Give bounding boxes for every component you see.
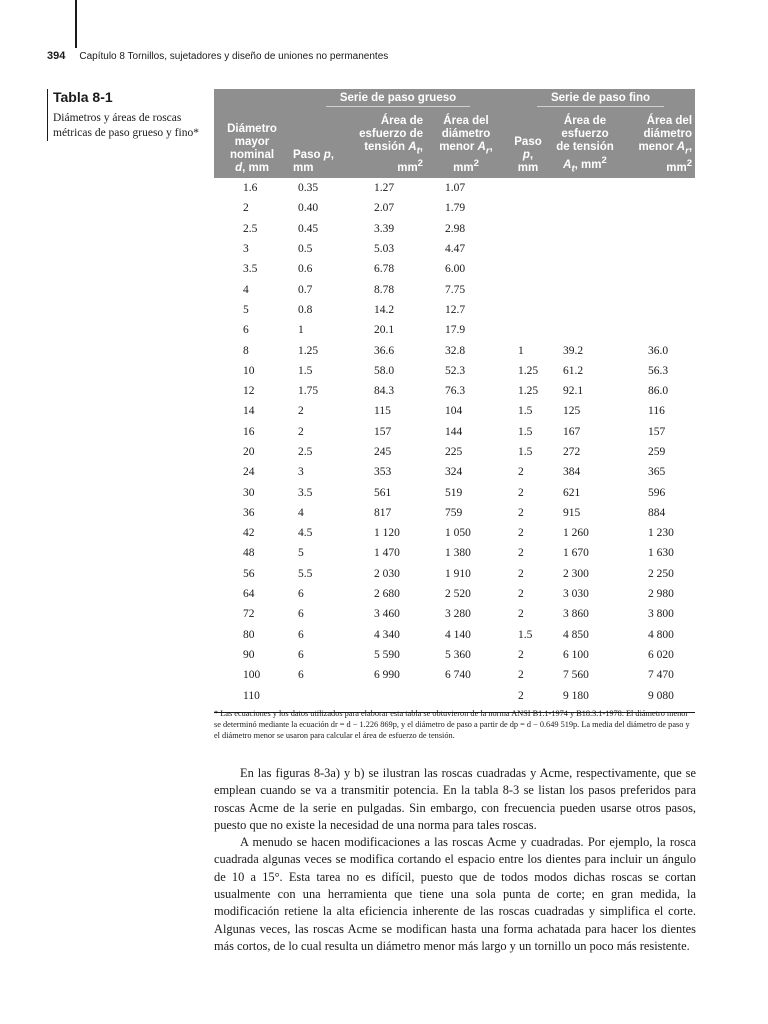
table-cell — [550, 259, 620, 279]
body-text — [214, 765, 696, 955]
table-cell: 52.3 — [445, 364, 466, 377]
table-cell: 259 — [648, 446, 666, 458]
table-cell: 6 — [298, 608, 304, 621]
table-cell: 1 — [298, 324, 304, 337]
table-cell: 1.25 — [518, 385, 539, 398]
table-cell — [506, 259, 550, 279]
col-header-diameter: Diámetro mayor nominal d, mm — [214, 109, 290, 178]
table-cell: 8 — [243, 344, 249, 357]
table-cell: 3.5 — [243, 263, 258, 276]
table-cell: 2 — [518, 567, 524, 580]
table-cell — [620, 259, 695, 279]
table-row — [214, 340, 695, 360]
table-cell: 42 — [243, 527, 255, 540]
table-cell: 1.5 — [518, 628, 533, 641]
table-cell: 84.3 — [374, 385, 395, 398]
table-cell: 115 — [374, 405, 391, 418]
table-cell: 4.47 — [445, 243, 466, 256]
page-number: 394 — [47, 50, 66, 62]
table-cell — [620, 219, 695, 239]
table-cell: 2 — [518, 669, 524, 682]
table-cell: 32.8 — [445, 344, 466, 357]
table-cell: 915 — [563, 506, 581, 519]
table-row — [214, 482, 695, 502]
table-cell: 36.0 — [648, 344, 669, 357]
table-cell — [506, 279, 550, 299]
col-header-fine-pitch: Paso p, mm — [506, 109, 550, 178]
table-cell: 0.7 — [298, 283, 313, 296]
table-cell: 3 030 — [563, 588, 589, 601]
table-cell: 2.5 — [243, 222, 258, 235]
table-row — [214, 523, 695, 543]
table-row — [214, 239, 695, 259]
table-cell: 12 — [243, 385, 255, 398]
table-cell: 3.5 — [298, 486, 313, 499]
table-cell — [506, 300, 550, 320]
table-row — [214, 381, 695, 401]
table-cell: 1 380 — [445, 547, 471, 560]
table-cell — [620, 239, 695, 259]
table-cell — [506, 320, 550, 340]
table-cell: 8.78 — [374, 283, 395, 296]
table-row — [214, 198, 695, 218]
table-cell: 10 — [243, 364, 255, 377]
table-cell: 9 080 — [620, 685, 695, 712]
table-cell: 6 — [298, 628, 304, 641]
table-cell — [550, 320, 620, 340]
table-cell: 759 — [445, 506, 463, 519]
table-cell: 1.25 — [298, 344, 319, 357]
table-cell: 353 — [374, 466, 392, 479]
table-cell: 0.8 — [298, 303, 313, 316]
table-cell: 24 — [243, 466, 255, 479]
table-cell: 2 980 — [648, 588, 674, 601]
table-cell — [550, 198, 620, 218]
table-row — [214, 503, 695, 523]
table-cell: 4 850 — [563, 628, 589, 641]
table-cell: 6.00 — [445, 263, 466, 276]
table-cell: 4 — [298, 506, 304, 519]
table-cell: 2 300 — [563, 567, 589, 580]
header-rule — [75, 0, 77, 48]
table-cell: 20.1 — [374, 324, 395, 337]
table-cell: 2 — [518, 547, 524, 560]
table-cell: 5 590 — [374, 648, 400, 661]
table-cell: 884 — [648, 506, 666, 519]
table-cell: 2.98 — [445, 222, 466, 235]
table-cell: 30 — [243, 486, 255, 499]
table-cell: 12.7 — [445, 303, 466, 316]
table-cell: 1 050 — [445, 527, 471, 540]
table-cell: 561 — [374, 486, 392, 499]
table-cell: 76.3 — [445, 385, 466, 398]
table-cell: 2 — [518, 527, 524, 540]
table-cell: 20 — [243, 446, 255, 458]
table-cell: 6 — [243, 324, 249, 337]
table-cell — [620, 198, 695, 218]
table-cell: 2 030 — [374, 567, 400, 580]
table-cell: 324 — [445, 466, 463, 479]
table-cell — [506, 198, 550, 218]
table-cell: 2 — [243, 202, 249, 215]
col-header-coarse-stress-area: Área de esfuerzo de tensión $A_t$, $mm^2$ — [350, 109, 426, 178]
table-cell: 2 — [518, 588, 524, 601]
table-row — [214, 604, 695, 624]
table-cell: 116 — [648, 405, 665, 418]
table-body — [214, 178, 695, 712]
col-header-fine-stress-area: Área de esfuerzo de tensión $A_t$, $mm^2$ — [550, 109, 620, 178]
table-row — [214, 422, 695, 442]
table-cell: 0.45 — [298, 222, 319, 235]
table-cell: 1.5 — [298, 364, 313, 377]
table-cell: 64 — [243, 588, 255, 601]
table-cell: 104 — [445, 405, 463, 418]
table-row — [214, 259, 695, 279]
table-cell: 1.5 — [518, 405, 533, 418]
table-cell: 1 — [518, 344, 524, 357]
col-header-coarse-pitch: Paso p, mm — [290, 109, 350, 178]
table-cell: 6 740 — [445, 669, 471, 682]
table-cell: 2 520 — [445, 588, 471, 601]
table-cell: 157 — [374, 425, 392, 438]
table-cell: 621 — [563, 486, 581, 499]
table-cell — [506, 178, 550, 198]
table-cell: 2 — [298, 425, 304, 438]
table-cell: 36.6 — [374, 344, 395, 357]
table-cell: 39.2 — [563, 344, 584, 357]
table-cell — [550, 279, 620, 299]
table-cell: 7 560 — [563, 669, 589, 682]
table-row — [214, 361, 695, 381]
table-cell — [550, 300, 620, 320]
table-cell — [506, 219, 550, 239]
table-cell: 92.1 — [563, 385, 584, 398]
table-row — [214, 665, 695, 685]
table-cell: 0.5 — [298, 243, 313, 256]
table-cell: 3 280 — [445, 608, 471, 621]
thread-table-container — [214, 89, 695, 713]
table-cell: 2 — [298, 405, 304, 418]
table-cell: 36 — [243, 506, 255, 519]
table-cell — [506, 239, 550, 259]
table-cell: 9 180 — [550, 685, 620, 712]
table-cell: 2 — [518, 486, 524, 499]
table-cell: 14 — [243, 405, 255, 418]
table-cell: 6 100 — [563, 648, 589, 661]
table-cell: 3 460 — [374, 608, 400, 621]
table-cell: 144 — [445, 425, 463, 438]
table-cell: 2 — [506, 685, 550, 712]
table-row — [214, 645, 695, 665]
table-row — [214, 625, 695, 645]
table-cell: 0.40 — [298, 202, 319, 215]
table-cell: 48 — [243, 547, 255, 560]
table-cell — [550, 239, 620, 259]
table-row — [214, 279, 695, 299]
table-cell: 2 250 — [648, 567, 674, 580]
table-cell: 2.5 — [298, 446, 313, 458]
body-paragraph: En las figuras 8-3a) y b) se ilustran las roscas cuadradas y Acme, respectivamente, que se emplean cuando se va a transmitir potencia. En la tabla 8-3 se listan los pasos preferidos para roscas Acme de la serie en pulgadas. Sin embargo, con frecuencia pueden usarse otros pasos, puesto que no existe la necesidad de una norma para tales roscas. — [214, 766, 696, 832]
table-cell: 3 860 — [563, 608, 589, 621]
table-cell — [620, 279, 695, 299]
header-blank — [214, 89, 290, 109]
table-cell: 1 230 — [648, 527, 674, 540]
table-cell: 272 — [563, 446, 581, 458]
table-cell: 5 — [243, 303, 249, 316]
table-row — [214, 543, 695, 563]
table-title: Tabla 8-1 — [53, 89, 113, 105]
table-cell: 5.5 — [298, 567, 313, 580]
table-footnote: * Las ecuaciones y los datos utilizados para elaborar esta tabla se obtuvieron de la norma ANSI B1.1-1974 y B18.3.1-1978. El diámetro menor se determinó mediante la ecuación dr = d − 1.226 869p, y el diámetro de paso a partir de dp = d − 0.649 519p. La media del diámetro de paso y el diámetro menor se usaron para calcular el área de esfuerzo de tensión. — [214, 709, 690, 740]
table-cell: 1.25 — [518, 364, 539, 377]
table-cell: 3 800 — [648, 608, 674, 621]
table-cell: 596 — [648, 486, 666, 499]
table-cell: 86.0 — [648, 385, 669, 398]
table-cell: 1 630 — [648, 547, 674, 560]
table-cell: 519 — [445, 486, 463, 499]
table-cell: 2 680 — [374, 588, 400, 601]
table-cell: 1 260 — [563, 527, 589, 540]
table-cell: 100 — [243, 669, 261, 682]
table-row — [214, 584, 695, 604]
table-cell: 157 — [648, 425, 666, 438]
table-cell — [620, 178, 695, 198]
table-cell: 1.6 — [243, 182, 258, 195]
group-header-fine: Serie de paso fino — [506, 89, 695, 109]
table-cell: 225 — [445, 446, 463, 458]
chapter-title: Capítulo 8 Tornillos, sujetadores y diseño de uniones no permanentes — [79, 51, 389, 62]
table-caption — [47, 89, 203, 141]
col-header-coarse-minor-area: Área del diámetro menor $A_r$, $mm^2$ — [426, 109, 506, 178]
table-cell: 0.6 — [298, 263, 313, 276]
table-cell: 1.5 — [518, 446, 533, 458]
table-row — [214, 442, 695, 462]
table-cell: 0.35 — [298, 182, 319, 195]
table-cell: 6.78 — [374, 263, 395, 276]
table-cell: 6 — [298, 648, 304, 661]
table-cell: 6 990 — [374, 669, 400, 682]
table-cell: 1 470 — [374, 547, 400, 560]
table-cell: 6 — [298, 669, 304, 682]
table-cell: 72 — [243, 608, 255, 621]
table-cell — [620, 300, 695, 320]
table-cell — [550, 219, 620, 239]
table-cell: 5.03 — [374, 243, 395, 256]
table-cell: 1.07 — [445, 182, 466, 195]
table-cell: 4 — [243, 283, 249, 296]
group-header-coarse: Serie de paso grueso — [290, 89, 506, 109]
table-row — [214, 219, 695, 239]
table-cell: 1 670 — [563, 547, 589, 560]
table-cell: 3.39 — [374, 222, 395, 235]
table-row — [214, 178, 695, 198]
table-cell: 167 — [563, 425, 581, 438]
table-row — [214, 401, 695, 421]
table-row — [214, 564, 695, 584]
table-row — [214, 300, 695, 320]
table-cell: 4 800 — [648, 628, 674, 641]
table-cell: 384 — [563, 466, 581, 479]
table-cell: 61.2 — [563, 364, 584, 377]
table-cell: 5 360 — [445, 648, 471, 661]
table-cell: 4 340 — [374, 628, 400, 641]
table-cell: 3 — [298, 466, 304, 479]
table-cell: 7 470 — [648, 669, 674, 682]
table-cell: 1.79 — [445, 202, 466, 215]
table-cell: 56 — [243, 567, 255, 580]
table-cell: 2 — [518, 506, 524, 519]
table-cell: 2 — [518, 466, 524, 479]
table-cell — [620, 320, 695, 340]
table-cell: 16 — [243, 425, 255, 438]
table-cell: 90 — [243, 648, 255, 661]
table-cell: 1.75 — [298, 385, 319, 398]
table-row — [214, 462, 695, 482]
body-paragraph: A menudo se hacen modificaciones a las roscas Acme y cuadradas. Por ejemplo, la rosca cuadrada algunas veces se modifica cortando el espacio entre los dientes para incluir un ángulo de 10 a 15°. Esta tarea no es difícil, puesto que de todos modos dichas roscas se cortan usualmente con una herramienta que tiene una sola punta de corte; en gran medida, la modificación retiene la alta eficiencia inherente de las roscas cuadradas y simplifica el corte. Algunas veces, las roscas Acme se modifican hasta una forma achatada para hacer los dientes más cortos, de lo cual resulta un diámetro menor más largo y un tornillo un poco más resistente. — [214, 835, 696, 953]
table-description: Diámetros y áreas de roscas métricas de paso grueso y fino* — [53, 112, 199, 139]
table-cell: 4 140 — [445, 628, 471, 641]
table-cell: 58.0 — [374, 364, 395, 377]
table-cell — [550, 178, 620, 198]
table-row — [214, 320, 695, 340]
running-header — [47, 50, 388, 62]
table-cell: 2 — [518, 648, 524, 661]
table-cell: 2 — [518, 608, 524, 621]
table-cell: 56.3 — [648, 364, 669, 377]
table-cell: 1.5 — [518, 425, 533, 438]
thread-table — [214, 89, 695, 713]
table-cell: 365 — [648, 466, 666, 479]
table-cell: 3 — [243, 243, 249, 256]
table-cell: 245 — [374, 446, 392, 458]
col-header-fine-minor-area: Área del diámetro menor $A_r$, $mm^2$ — [620, 109, 695, 178]
table-cell: 14.2 — [374, 303, 395, 316]
table-cell: 5 — [298, 547, 304, 560]
table-cell: 817 — [374, 506, 392, 519]
table-cell: 6 — [298, 588, 304, 601]
table-cell: 1 910 — [445, 567, 471, 580]
table-cell: 17.9 — [445, 324, 466, 337]
table-cell: 1.27 — [374, 182, 395, 195]
table-cell: 80 — [243, 628, 255, 641]
table-cell: 110 — [214, 685, 290, 712]
table-cell: 2.07 — [374, 202, 395, 215]
table-cell: 125 — [563, 405, 581, 418]
table-cell: 6 020 — [648, 648, 674, 661]
table-cell: 1 120 — [374, 527, 400, 540]
table-cell: 4.5 — [298, 527, 313, 540]
table-cell: 7.75 — [445, 283, 466, 296]
